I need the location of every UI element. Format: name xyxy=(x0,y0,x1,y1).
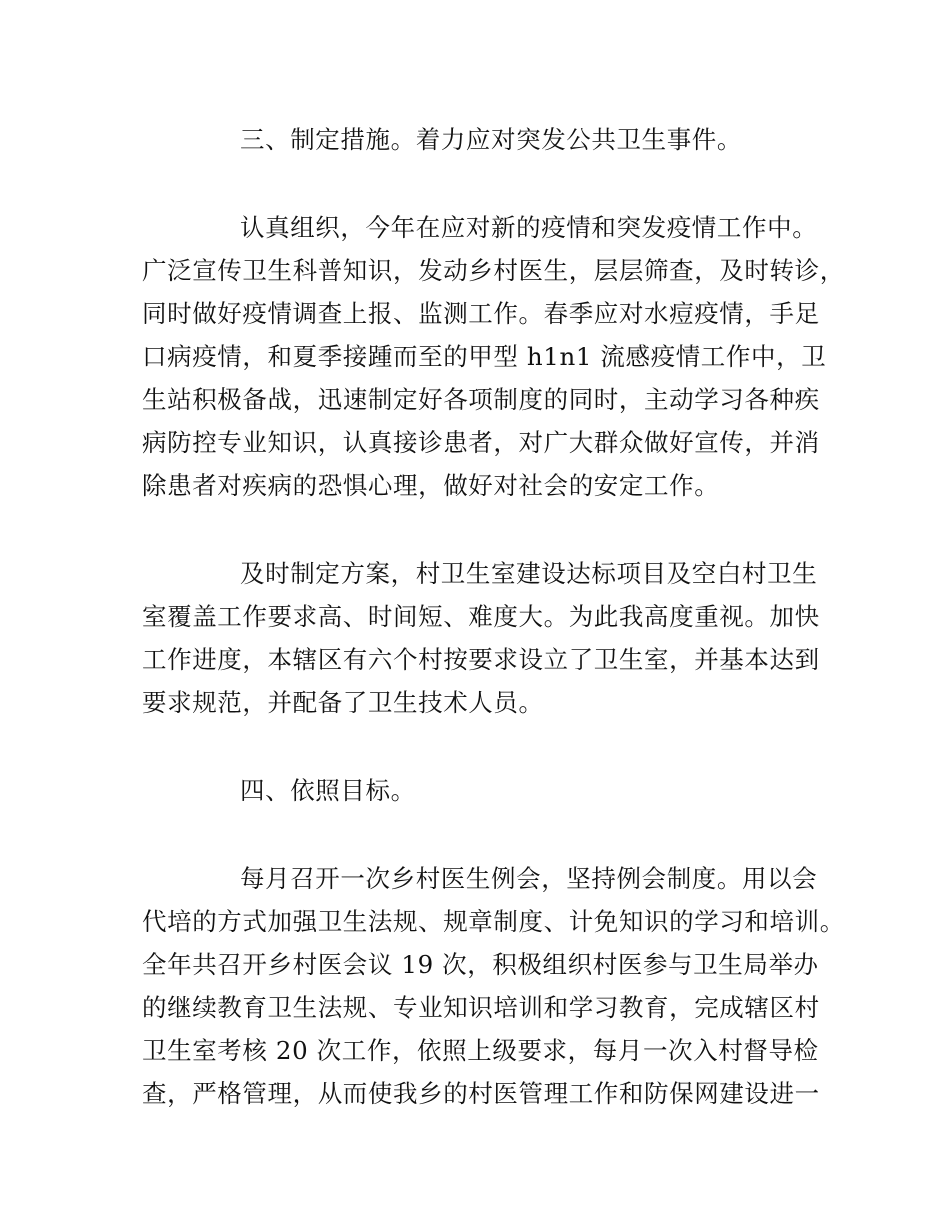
paragraph-1-line-6: 病防控专业知识，认真接诊患者，对广大群众做好宣传，并消 xyxy=(142,428,820,457)
paragraph-3-line-2: 代培的方式加强卫生法规、规章制度、计免知识的学习和培训。 xyxy=(142,907,845,936)
section-heading-4: 四、依照目标。 xyxy=(240,776,416,805)
section-heading-3: 三、制定措施。着力应对突发公共卫生事件。 xyxy=(240,125,742,154)
paragraph-3-line-5: 卫生室考核 20 次工作，依照上级要求，每月一次入村督导检 xyxy=(142,1036,819,1065)
paragraph-1-line-2: 广泛宣传卫生科普知识，发动乡村医生，层层筛查，及时转诊， xyxy=(142,256,845,285)
paragraph-1-line-1: 认真组织，今年在应对新的疫情和突发疫情工作中。 xyxy=(240,213,818,242)
paragraph-3-line-6: 查，严格管理，从而使我乡的村医管理工作和防保网建设进一 xyxy=(142,1079,820,1108)
paragraph-2-line-4: 要求规范，并配备了卫生技术人员。 xyxy=(142,688,544,717)
paragraph-3-line-1: 每月召开一次乡村医生例会，坚持例会制度。用以会 xyxy=(240,864,818,893)
paragraph-1-line-3: 同时做好疫情调查上报、监测工作。春季应对水痘疫情，手足 xyxy=(142,299,820,328)
paragraph-1-line-7: 除患者对疾病的恐惧心理，做好对社会的安定工作。 xyxy=(142,471,720,500)
paragraph-2-line-2: 室覆盖工作要求高、时间短、难度大。为此我高度重视。加快 xyxy=(142,602,820,631)
paragraph-3-line-4: 的继续教育卫生法规、专业知识培训和学习教育，完成辖区村 xyxy=(142,993,820,1022)
paragraph-2-line-1: 及时制定方案，村卫生室建设达标项目及空白村卫生 xyxy=(240,559,818,588)
paragraph-3-line-3: 全年共召开乡村医会议 19 次，积极组织村医参与卫生局举办 xyxy=(142,950,819,979)
paragraph-2-line-3: 工作进度，本辖区有六个村按要求设立了卫生室，并基本达到 xyxy=(142,645,820,674)
paragraph-1-line-4: 口病疫情，和夏季接踵而至的甲型 h1n1 流感疫情工作中，卫 xyxy=(142,342,827,371)
paragraph-1-line-5: 生站积极备战，迅速制定好各项制度的同时，主动学习各种疾 xyxy=(142,385,820,414)
